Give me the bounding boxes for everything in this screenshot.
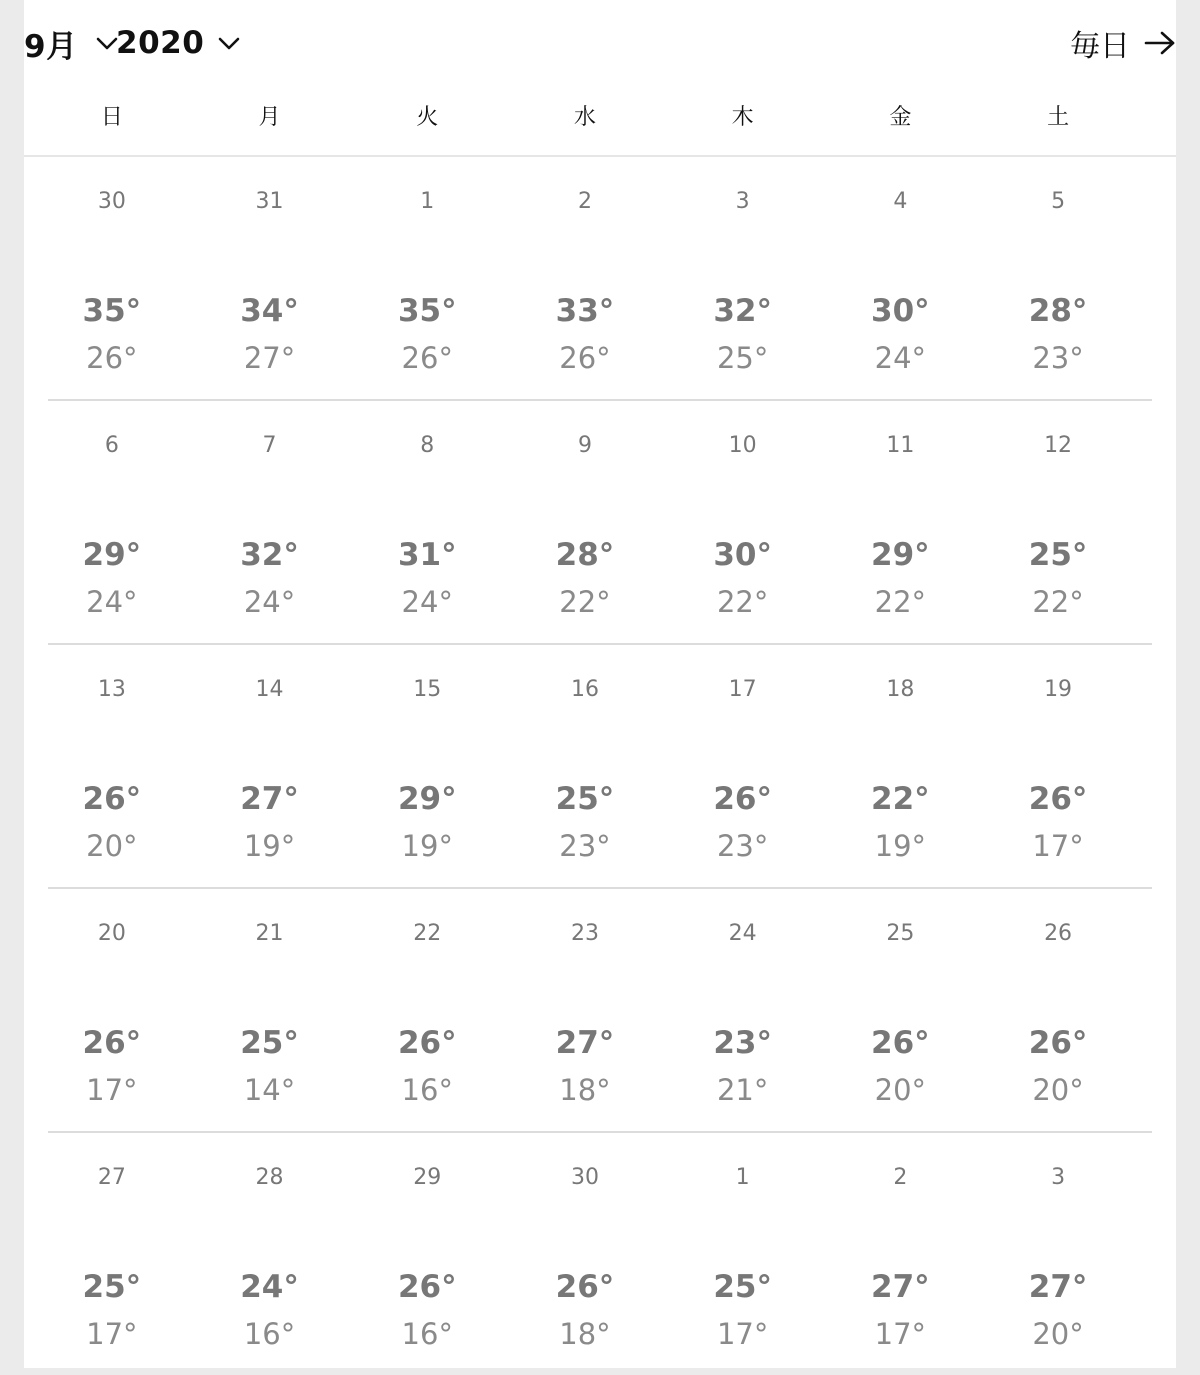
calendar-header <box>24 18 1176 68</box>
day-number: 9 <box>577 433 592 458</box>
high-temp: 32° <box>713 293 772 329</box>
high-temp: 30° <box>713 537 772 573</box>
high-temp: 25° <box>1028 537 1088 573</box>
day-number: 8 <box>420 433 435 458</box>
low-temp: 23° <box>716 829 769 863</box>
weekday-label: 土 <box>1047 105 1070 130</box>
high-temp: 26° <box>397 1025 457 1061</box>
high-temp: 26° <box>713 781 772 817</box>
low-temp: 20° <box>874 1073 927 1107</box>
calendar-week-row <box>48 645 1152 889</box>
high-temp: 28° <box>1028 293 1088 329</box>
day-number: 15 <box>413 677 442 702</box>
low-temp: 17° <box>874 1317 927 1351</box>
low-temp: 23° <box>1032 341 1084 375</box>
month-picker[interactable] <box>24 18 118 68</box>
day-number: 11 <box>886 433 915 458</box>
daily-view-label: 毎日 <box>1070 29 1130 64</box>
day-number: 4 <box>893 189 908 214</box>
day-number: 24 <box>728 921 757 946</box>
high-temp: 29° <box>82 537 142 573</box>
high-temp: 25° <box>555 781 615 817</box>
low-temp: 27° <box>243 341 296 375</box>
weekday-label: 月 <box>258 105 281 130</box>
low-temp: 20° <box>86 829 138 863</box>
high-temp: 25° <box>82 1269 142 1305</box>
high-temp: 34° <box>240 293 299 329</box>
day-cell[interactable] <box>964 889 1152 1131</box>
high-temp: 29° <box>871 537 930 573</box>
day-number: 3 <box>1051 1165 1066 1190</box>
day-number: 14 <box>255 677 284 702</box>
high-temp: 23° <box>713 1025 772 1061</box>
high-temp: 27° <box>1028 1269 1088 1305</box>
day-cell[interactable] <box>964 157 1152 399</box>
day-number: 2 <box>577 189 592 214</box>
day-number: 22 <box>413 921 442 946</box>
high-temp: 35° <box>397 293 457 329</box>
day-number: 12 <box>1044 433 1073 458</box>
high-temp: 24° <box>240 1269 299 1305</box>
daily-view-link[interactable] <box>1070 18 1176 68</box>
low-temp: 16° <box>401 1317 453 1351</box>
low-temp: 14° <box>243 1073 296 1107</box>
day-number: 21 <box>255 921 284 946</box>
day-number: 1 <box>420 189 435 214</box>
high-temp: 27° <box>871 1269 930 1305</box>
high-temp: 26° <box>82 781 142 817</box>
high-temp: 26° <box>871 1025 930 1061</box>
high-temp: 26° <box>555 1269 615 1305</box>
day-number: 18 <box>886 677 915 702</box>
day-number: 19 <box>1044 677 1073 702</box>
low-temp: 20° <box>1032 1073 1084 1107</box>
low-temp: 16° <box>243 1317 296 1351</box>
day-cell[interactable] <box>964 1133 1152 1375</box>
high-temp: 31° <box>397 537 457 573</box>
low-temp: 26° <box>401 341 453 375</box>
high-temp: 29° <box>397 781 457 817</box>
day-cell[interactable] <box>964 401 1152 643</box>
calendar-week-row <box>48 401 1152 645</box>
low-temp: 16° <box>401 1073 453 1107</box>
low-temp: 17° <box>86 1317 138 1351</box>
low-temp: 19° <box>243 829 296 863</box>
weekday-header-row <box>48 96 1152 140</box>
chevron-down-icon <box>96 32 118 54</box>
low-temp: 22° <box>559 585 611 619</box>
high-temp: 30° <box>871 293 930 329</box>
high-temp: 25° <box>240 1025 299 1061</box>
day-number: 7 <box>262 433 277 458</box>
low-temp: 20° <box>1032 1317 1084 1351</box>
low-temp: 22° <box>716 585 769 619</box>
year-picker[interactable] <box>116 18 240 68</box>
high-temp: 26° <box>1028 1025 1088 1061</box>
day-number: 1 <box>735 1165 750 1190</box>
calendar-week-row <box>48 157 1152 401</box>
year-label: 2020 <box>116 25 205 61</box>
day-number: 5 <box>1051 189 1066 214</box>
day-number: 6 <box>104 433 119 458</box>
day-number: 13 <box>97 677 126 702</box>
arrow-right-icon <box>1144 30 1176 56</box>
low-temp: 22° <box>1032 585 1084 619</box>
day-number: 26 <box>1044 921 1073 946</box>
day-number: 10 <box>728 433 757 458</box>
low-temp: 17° <box>86 1073 138 1107</box>
weekday-label: 金 <box>889 105 912 130</box>
low-temp: 19° <box>874 829 927 863</box>
weekday-label: 日 <box>100 105 123 130</box>
month-label: 9月 <box>24 28 78 65</box>
chevron-down-icon <box>218 32 240 54</box>
high-temp: 22° <box>871 781 930 817</box>
low-temp: 21° <box>716 1073 769 1107</box>
low-temp: 24° <box>86 585 138 619</box>
day-number: 30 <box>97 189 126 214</box>
day-number: 23 <box>570 921 599 946</box>
high-temp: 27° <box>555 1025 615 1061</box>
day-cell[interactable] <box>964 645 1152 887</box>
day-number: 16 <box>570 677 599 702</box>
day-number: 27 <box>97 1165 126 1190</box>
day-number: 20 <box>97 921 126 946</box>
calendar-grid <box>48 157 1152 1375</box>
low-temp: 17° <box>1032 829 1084 863</box>
low-temp: 22° <box>874 585 927 619</box>
low-temp: 24° <box>243 585 296 619</box>
low-temp: 17° <box>716 1317 769 1351</box>
day-number: 2 <box>893 1165 908 1190</box>
day-number: 17 <box>728 677 757 702</box>
weekday-label: 火 <box>416 105 439 130</box>
day-number: 28 <box>255 1165 284 1190</box>
high-temp: 26° <box>1028 781 1088 817</box>
low-temp: 19° <box>401 829 453 863</box>
day-number: 31 <box>255 189 284 214</box>
high-temp: 25° <box>713 1269 772 1305</box>
high-temp: 26° <box>397 1269 457 1305</box>
calendar-week-row <box>48 889 1152 1133</box>
low-temp: 25° <box>716 341 769 375</box>
day-number: 30 <box>570 1165 599 1190</box>
low-temp: 18° <box>559 1073 611 1107</box>
high-temp: 33° <box>555 293 615 329</box>
day-number: 3 <box>735 189 750 214</box>
high-temp: 32° <box>240 537 299 573</box>
low-temp: 26° <box>559 341 611 375</box>
low-temp: 26° <box>86 341 138 375</box>
low-temp: 23° <box>559 829 611 863</box>
low-temp: 18° <box>559 1317 611 1351</box>
weekday-label: 木 <box>731 105 754 130</box>
weekday-label: 水 <box>573 105 596 130</box>
high-temp: 35° <box>82 293 142 329</box>
high-temp: 27° <box>240 781 299 817</box>
high-temp: 26° <box>82 1025 142 1061</box>
high-temp: 28° <box>555 537 615 573</box>
low-temp: 24° <box>874 341 927 375</box>
calendar-week-row <box>48 1133 1152 1375</box>
day-number: 29 <box>413 1165 442 1190</box>
low-temp: 24° <box>401 585 453 619</box>
day-number: 25 <box>886 921 915 946</box>
